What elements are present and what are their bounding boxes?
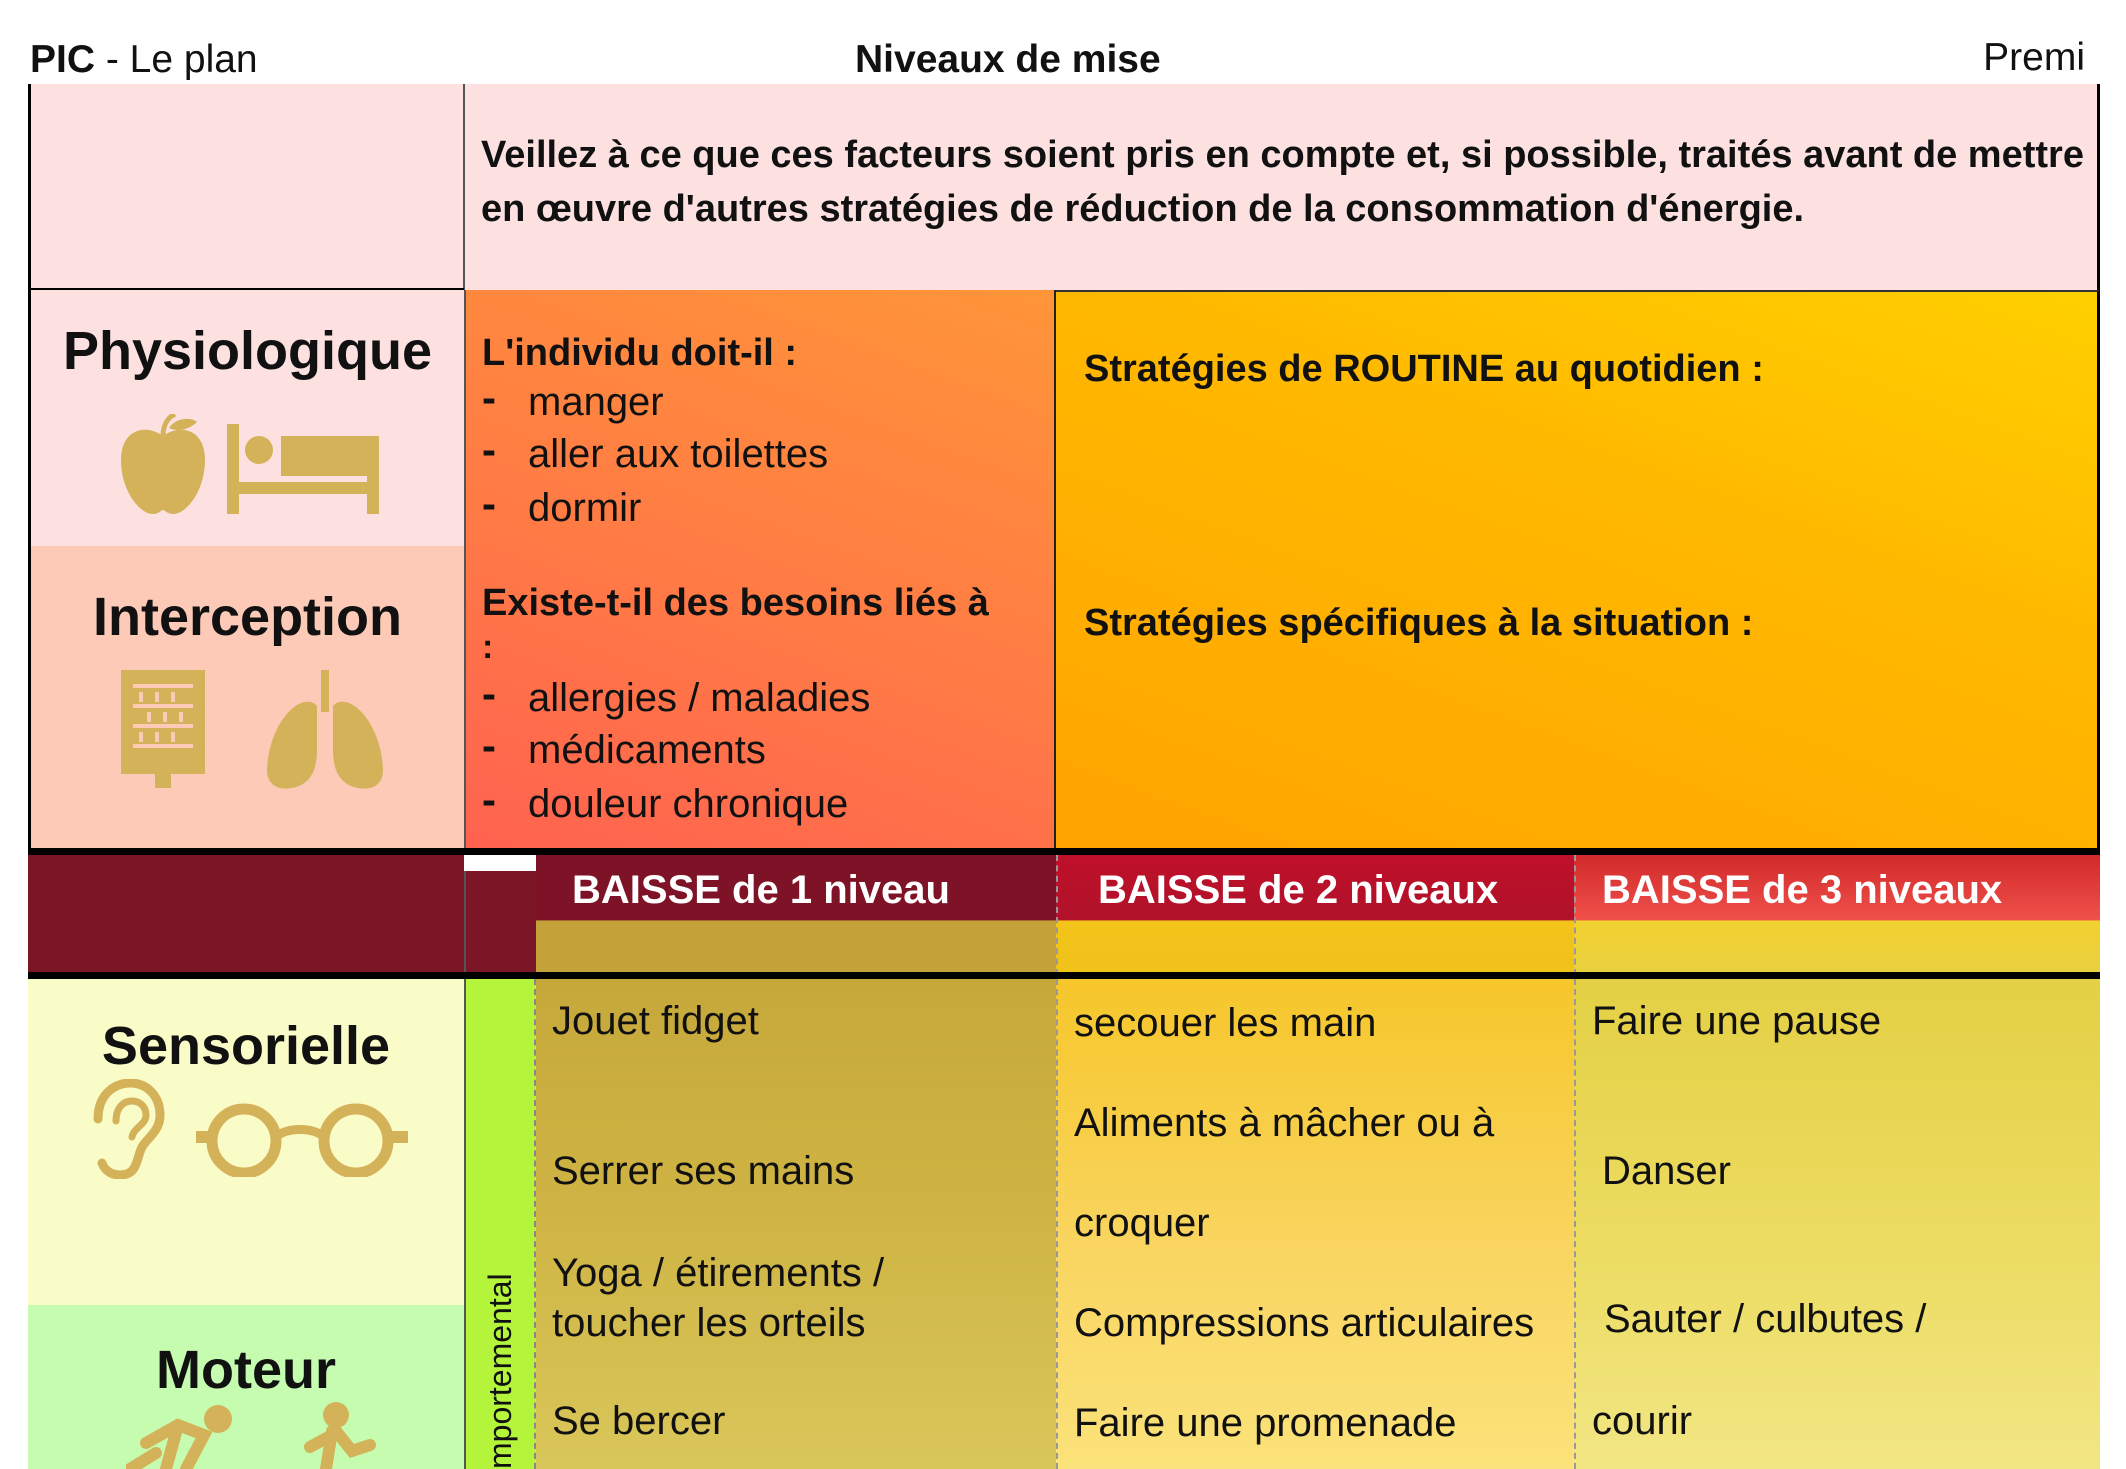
list-item: Se bercer	[552, 1399, 726, 1443]
glasses-icon	[196, 1097, 408, 1177]
list-item: Serrer ses mains	[552, 1149, 855, 1193]
runner-icon	[126, 1403, 242, 1469]
list-item: - dormir	[482, 482, 828, 534]
comportemental-label: mportemental	[482, 1273, 518, 1469]
band-left-cell	[28, 855, 464, 975]
sensorielle-cell	[28, 979, 464, 1305]
level-1-label: BAISSE de 1 niveau	[572, 868, 950, 912]
list-item: Yoga / étirements /	[552, 1251, 885, 1295]
interception-cell	[28, 546, 464, 850]
question2-title-colon: :	[482, 628, 494, 666]
band-narrow-cell	[464, 855, 536, 975]
moteur-label: Moteur	[156, 1340, 336, 1400]
band-notch	[464, 855, 536, 871]
list-item: Aliments à mâcher ou à	[1074, 1101, 1495, 1145]
list-item: Jouet fidget	[552, 999, 759, 1043]
list-item: - manger	[482, 376, 828, 428]
header-subtitle: - Le plan	[95, 38, 258, 81]
question2-list	[482, 672, 870, 830]
list-item: - aller aux toilettes	[482, 428, 828, 480]
apple-icon	[117, 414, 209, 516]
question2-title: Existe-t-il des besoins liés à	[482, 582, 989, 624]
lungs-icon	[263, 670, 387, 792]
list-item: Faire une promenade	[1074, 1401, 1457, 1445]
physiologique-label: Physiologique	[62, 321, 433, 381]
physiologique-cell	[28, 290, 464, 546]
list-item: Danser	[1602, 1149, 1731, 1193]
level-3-column	[1574, 979, 2100, 1469]
comportemental-strip	[464, 979, 536, 1469]
list-item: - médicaments	[482, 724, 870, 776]
list-item: - allergies / maladies	[482, 672, 870, 724]
header-right-text: Premi	[1983, 36, 2085, 79]
level-2-label: BAISSE de 2 niveaux	[1098, 868, 1499, 912]
specific-strategies-label: Stratégies spécifiques à la situation :	[1084, 602, 1754, 644]
header-center-title: Niveaux de mise	[855, 38, 1161, 81]
ear-icon	[86, 1079, 166, 1179]
question1-list	[482, 376, 828, 534]
list-item: Compressions articulaires	[1074, 1301, 1535, 1345]
list-item: secouer les main	[1074, 1001, 1377, 1045]
intestines-icon	[111, 662, 215, 790]
list-item: - douleur chronique	[482, 778, 870, 830]
level-2-column	[1056, 979, 1574, 1469]
jogger-icon	[296, 1401, 376, 1469]
list-item: croquer	[1074, 1201, 1210, 1245]
moteur-cell	[28, 1305, 464, 1469]
left-border	[28, 290, 31, 850]
routine-strategies-label: Stratégies de ROUTINE au quotidien :	[1084, 348, 1764, 390]
header-brand: PIC	[30, 38, 96, 81]
interception-label: Interception	[92, 587, 403, 647]
list-item: Faire une pause	[1592, 999, 1882, 1043]
bed-icon	[227, 424, 379, 514]
list-item: courir	[1592, 1399, 1693, 1443]
strategies-panel	[1056, 290, 2100, 850]
section-divider	[28, 848, 2100, 855]
intro-divider	[463, 84, 465, 290]
questions-panel	[464, 290, 1056, 850]
level-3-label: BAISSE de 3 niveaux	[1602, 868, 2003, 912]
list-item: toucher les orteils	[552, 1301, 866, 1345]
question1-title: L'individu doit-il :	[482, 332, 798, 374]
band-divider	[28, 972, 2100, 979]
list-item: Sauter / culbutes /	[1604, 1297, 1927, 1341]
intro-text: Veillez à ce que ces facteurs soient pris en compte et, si possible, traités avant de mettre en œuvre d'autres stratégies de réduction de la consommation d'énergie.	[481, 134, 2084, 230]
level-1-column	[536, 979, 1056, 1469]
header-title	[30, 38, 258, 82]
sensorielle-label: Sensorielle	[101, 1016, 391, 1076]
